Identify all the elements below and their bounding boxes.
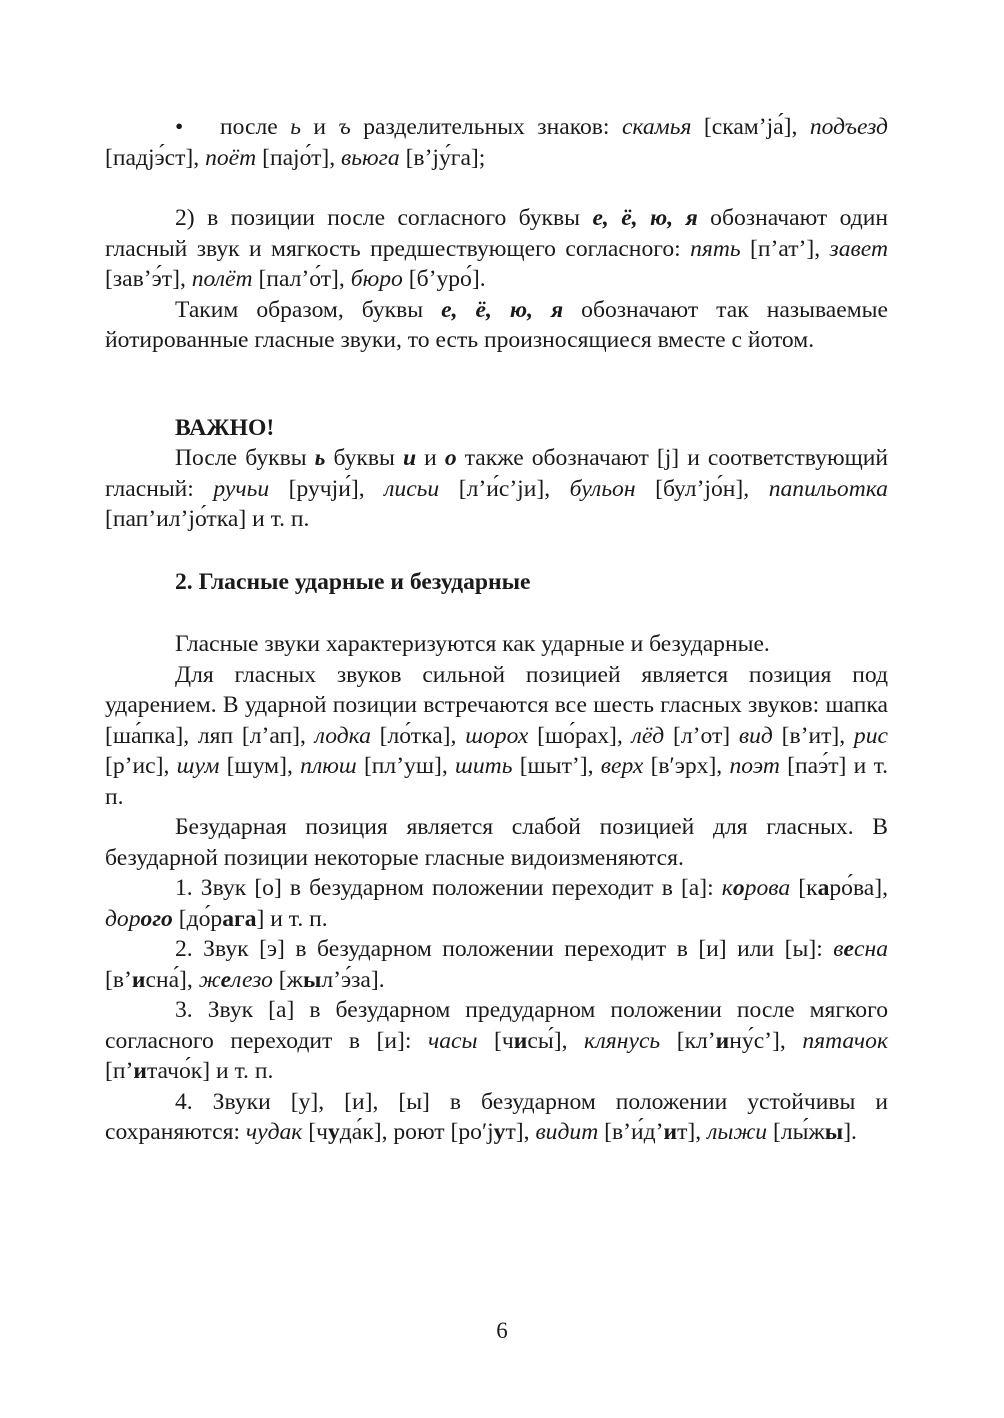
text: [ж (272, 966, 303, 993)
text: завет (829, 235, 888, 262)
text: видит (535, 1119, 599, 1145)
text: поёт (205, 144, 257, 171)
text: вид (738, 722, 773, 749)
text: пятачок (802, 1027, 889, 1054)
spacer (105, 173, 888, 203)
page-body (105, 112, 888, 1148)
text: и (663, 1119, 678, 1145)
text: [в’ (105, 966, 132, 993)
text: сна́], (145, 966, 199, 993)
text: [шыт’], (512, 753, 601, 779)
text: ну́с’], (729, 1027, 803, 1054)
text: , лёд (616, 722, 665, 749)
text: е, ё, ю, я (441, 296, 564, 323)
text: и (133, 1058, 147, 1084)
text: [л’от] (664, 722, 739, 749)
text: часы (428, 1027, 478, 1054)
text: [в’jу́га]; (399, 144, 486, 171)
text: у (493, 1119, 506, 1145)
spacer (105, 535, 888, 567)
text: о (444, 445, 457, 471)
text: скамья (621, 114, 692, 140)
text: [ло́тка] (370, 722, 451, 749)
text: да́к], роют [ро′j (339, 1119, 494, 1145)
rule-1 (105, 873, 888, 934)
text: после (220, 114, 291, 140)
text: 1. Звук [о] в безударном положении переходит в [а]: (175, 875, 722, 901)
text: [до́р (172, 905, 223, 932)
text: , шорох (450, 722, 529, 749)
text: ага (222, 905, 257, 932)
text: ]. (843, 1119, 857, 1145)
text: [р’ис], (105, 753, 177, 779)
text: [пал’о́т], (252, 266, 351, 292)
text: л’э́за]. (321, 966, 385, 993)
text: к (721, 875, 733, 901)
text: и (715, 1027, 730, 1054)
paragraph-unstressed: Безударная позиция является слабой позицией для гласных. В безударной позиции некоторые гласные видоизменяются. (105, 814, 888, 871)
text: лодка (314, 722, 371, 749)
paragraph-important (105, 443, 888, 535)
text: и (513, 1027, 528, 1054)
text: [паjо́т], (256, 144, 342, 171)
text: [кл’ (660, 1027, 716, 1054)
text: ы (824, 1119, 844, 1145)
paragraph-intro: Гласные звуки характеризуются как ударные и безударные. (175, 631, 770, 657)
text: тачо́к] и т. п. (146, 1058, 274, 1084)
rule-3 (105, 995, 888, 1087)
text: чудак (245, 1119, 303, 1145)
text: обозначают один гласный звук и мягкость предшествующего согласного: (105, 205, 889, 262)
text: плюш (300, 753, 357, 779)
text: т], (677, 1119, 708, 1145)
text: сы́], (527, 1027, 585, 1054)
text: у (327, 1119, 340, 1145)
text: [в′эрх], (643, 753, 730, 779)
text: 3. Звук [а] в безударном предударном положении после мягкого согласного переходит в [и]: (105, 997, 888, 1054)
text: лезо (231, 966, 273, 993)
text: [пл’уш], (356, 753, 456, 779)
text: пять (690, 235, 741, 262)
text: [п’ат’], (740, 235, 830, 262)
text: ж (198, 966, 221, 993)
paragraph-position-after-consonant (105, 203, 888, 295)
text: [лы́ж (767, 1119, 825, 1145)
text: и (300, 114, 339, 140)
text: [в’и́д’ (598, 1119, 664, 1145)
text: бульон (569, 475, 636, 502)
text: [падjэ́ст], (105, 144, 206, 171)
text: подъезд (809, 114, 888, 140)
text: о (732, 875, 745, 901)
text: После буквы (175, 445, 315, 471)
text: [паэ́т] и т. п. (105, 753, 888, 810)
text: ы (302, 966, 322, 993)
text: полёт (191, 266, 253, 292)
text: и (416, 445, 445, 471)
text: поэт (729, 753, 780, 779)
text: шить (455, 753, 513, 779)
text: е (843, 936, 855, 962)
spacer (105, 597, 888, 629)
bullet-icon: • (175, 114, 184, 140)
text: ого (140, 905, 173, 932)
text: Для гласных звуков сильной позицией является позиция под ударением. В ударной позиции встречаются все шесть гласных звуков: шапка [ша́пка], ляп [л’ап], (105, 661, 888, 749)
text: бюро (350, 266, 403, 292)
text: и (131, 966, 146, 993)
text: [ч (302, 1119, 328, 1145)
text: [скам’jа́], (691, 114, 810, 140)
text: разделительных знаков: (350, 114, 622, 140)
text: ь (290, 114, 301, 140)
text: обозначают так называемые йотированные гласные звуки, то есть произносящиеся вместе с йотом. (105, 296, 889, 353)
text: и (402, 445, 417, 471)
text: шум (176, 753, 220, 779)
important-heading: ВАЖНО! (175, 414, 275, 441)
paragraph-iotated-vowels (105, 295, 888, 356)
text: [ручjи́], (269, 475, 385, 502)
text: [шо́рах] (528, 722, 617, 749)
paragraph-stressed (105, 660, 888, 813)
text: [шум], (219, 753, 301, 779)
text: лыжи (707, 1119, 768, 1145)
text: рис (853, 722, 888, 749)
page-number: 6 (496, 1318, 508, 1343)
text: [пап’ил’jо́тка] и т. п. (105, 506, 310, 532)
text: [л’и́с’jи], (439, 475, 570, 502)
rule-4 (105, 1087, 888, 1148)
text: 4. Звуки [у], [и], [ы] в безударном положении устойчивы и сохраняются: (105, 1088, 888, 1145)
text: т], (505, 1119, 536, 1145)
text: [в’ит], (772, 722, 854, 749)
text: [зав’э́т], (105, 266, 192, 292)
text: в (833, 936, 844, 962)
text: е, ё, ю, я (592, 205, 698, 231)
text: [бул’jо́н], (635, 475, 769, 502)
text: а (817, 875, 830, 901)
text: [к (790, 875, 818, 901)
rule-2 (105, 934, 888, 995)
text: ро́ва], (829, 875, 889, 901)
text: [б’уро́]. (402, 266, 486, 292)
text: ручьи (213, 475, 270, 502)
text: [ч (477, 1027, 514, 1054)
spacer (105, 356, 888, 413)
text: е (220, 966, 232, 993)
text: сна (854, 936, 888, 962)
text: ь (314, 445, 326, 471)
text: буквы (325, 445, 403, 471)
text: ъ (338, 114, 351, 140)
text: вьюга (341, 144, 400, 171)
text: папильотка (768, 475, 888, 502)
text: Таким образом, буквы (175, 296, 442, 323)
text: также обозначают [j] и соответствующий гласный: (105, 445, 888, 502)
text: дор (105, 905, 141, 932)
text: 2) в позиции после согласного буквы (175, 205, 593, 231)
text: ] и т. п. (256, 905, 328, 932)
text: верх (600, 753, 644, 779)
bullet-paragraph (105, 112, 888, 173)
text: [п’ (105, 1058, 134, 1084)
text: клянусь (584, 1027, 661, 1054)
text: рова (744, 875, 791, 901)
section-heading: 2. Гласные ударные и безударные (175, 568, 531, 595)
text: лисьи (384, 475, 440, 502)
text: 2. Звук [э] в безударном положении переходит в [и] или [ы]: (175, 936, 834, 962)
